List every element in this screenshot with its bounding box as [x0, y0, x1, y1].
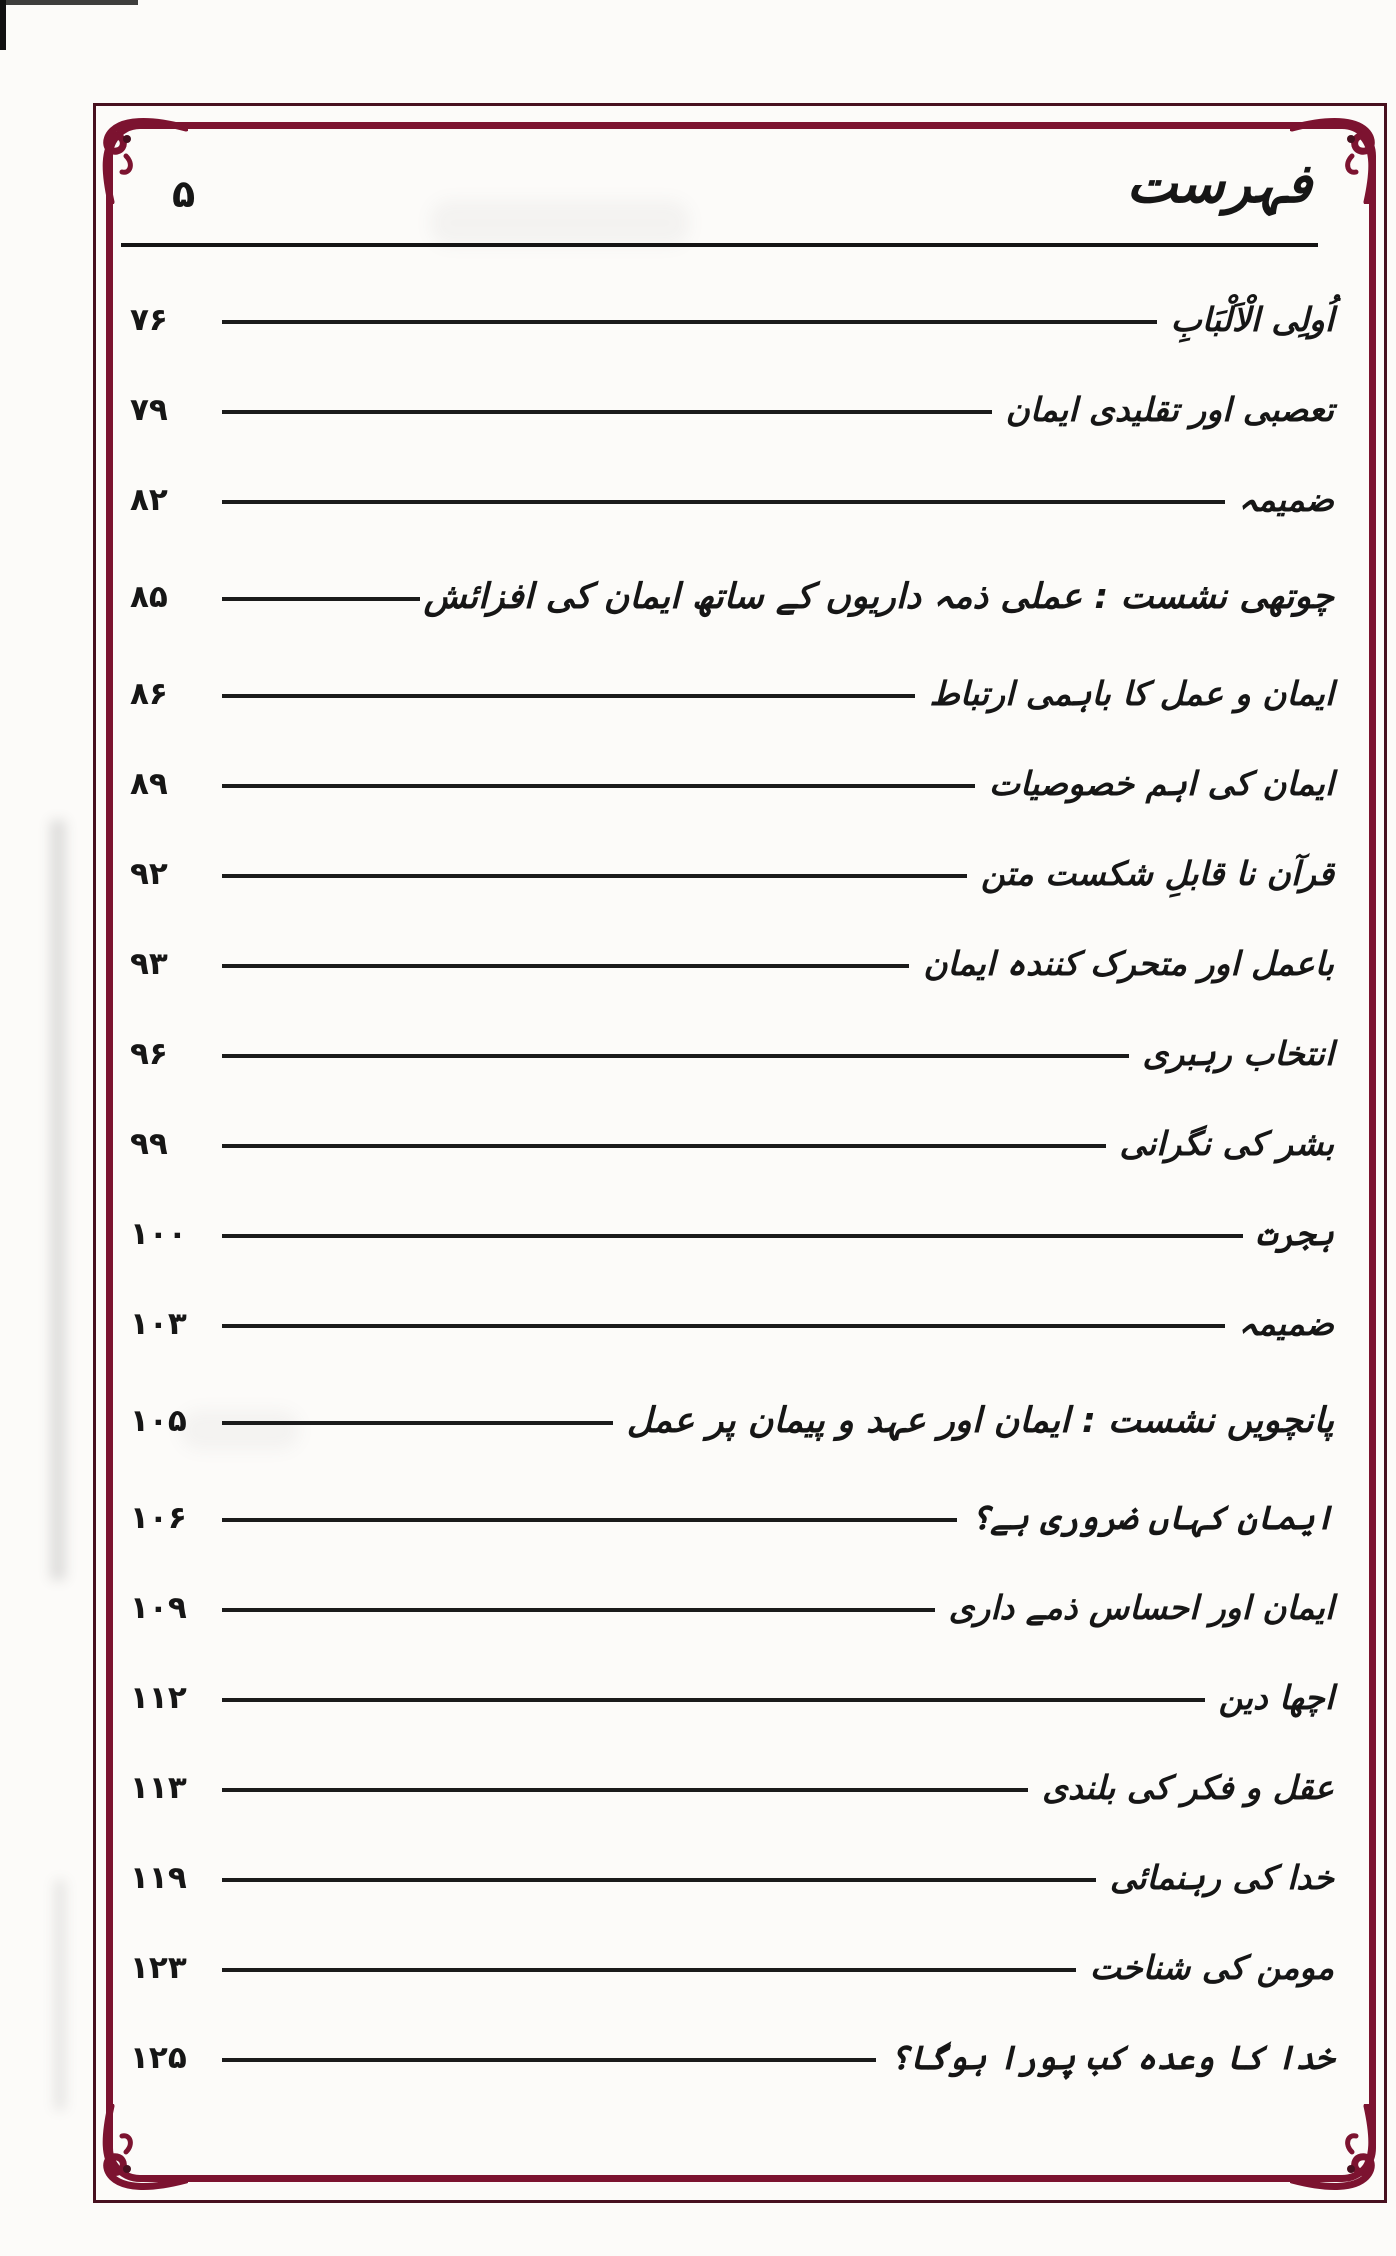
toc-entry — [130, 1099, 1334, 1189]
scan-artifact-smudge — [50, 820, 66, 1580]
toc-entry — [130, 1563, 1334, 1653]
toc-leader-line — [222, 784, 975, 788]
toc-leader-line — [222, 1234, 1243, 1238]
toc-leader-line — [222, 874, 967, 878]
toc-entry — [130, 1653, 1334, 1743]
toc-leader-line — [222, 1788, 1028, 1792]
toc-entry — [130, 649, 1334, 739]
toc-entry-page-number: ۱۰۶ — [130, 1500, 187, 1536]
scan-artifact-top-strip — [0, 0, 138, 5]
header-rule — [121, 243, 1318, 247]
toc-entry-page-number: ۹۹ — [130, 1126, 168, 1162]
toc-entry-page-number: ۸۹ — [130, 766, 168, 802]
toc-entry-title: ایمان و عمل کا باہمی ارتباط — [929, 673, 1334, 713]
toc-entry-page-number: ۸۶ — [130, 676, 168, 712]
toc-entry-title: چوتھی نشست : عملی ذمہ داریوں کے ساتھ ایمان کی افزائش — [423, 576, 1334, 617]
toc-entry-title: بشر کی نگرانی — [1119, 1123, 1334, 1163]
toc-leader-line — [222, 597, 420, 601]
toc-entry — [130, 739, 1334, 829]
toc-entry — [130, 1369, 1334, 1473]
toc-leader-line — [222, 320, 1157, 324]
toc-entry — [130, 1743, 1334, 1833]
toc-entry-title: پانچویں نشست : ایمان اور عہد و پیمان پر عمل — [626, 1400, 1334, 1441]
toc-entry-page-number: ۱۱۹ — [130, 1860, 187, 1896]
toc-entry-title: باعمل اور متحرک کنندہ ایمان — [923, 943, 1334, 983]
toc-entry-page-number: ۸۵ — [130, 579, 168, 615]
toc-entry-title: اُولِی الْاَلْبَابِ — [1170, 299, 1334, 339]
toc-entry-page-number: ۱۰۵ — [130, 1403, 187, 1439]
toc-entry — [130, 829, 1334, 919]
toc-entry-title: قرآن نا قابلِ شکست متن — [980, 853, 1334, 893]
toc-entry-page-number: ۷۹ — [130, 392, 168, 428]
scan-artifact-smudge — [54, 1880, 66, 2110]
toc-entry-title: ہجرت — [1256, 1213, 1334, 1253]
toc-leader-line — [222, 1144, 1106, 1148]
toc-leader-line — [222, 2058, 876, 2062]
toc-entry — [130, 455, 1334, 545]
toc-leader-line — [222, 500, 1225, 504]
toc-list — [130, 275, 1334, 2103]
toc-entry-title: ایمان کہاں ضروری ہے؟ — [970, 1497, 1334, 1537]
toc-leader-line — [222, 1324, 1225, 1328]
toc-leader-line — [222, 410, 992, 414]
toc-entry-title: ضمیمہ — [1238, 479, 1334, 519]
toc-entry-title: ضمیمہ — [1238, 1303, 1334, 1343]
toc-entry-page-number: ۱۲۵ — [130, 2040, 187, 2076]
toc-entry-title: خدا کا وعدہ کب پورا ہوگا؟ — [889, 2037, 1334, 2077]
toc-leader-line — [222, 1518, 957, 1522]
toc-entry-page-number: ۸۲ — [130, 482, 168, 518]
toc-entry-page-number: ۹۳ — [130, 946, 168, 982]
toc-leader-line — [222, 1968, 1076, 1972]
toc-leader-line — [222, 694, 915, 698]
scan-artifact-left-tick — [0, 0, 6, 50]
toc-leader-line — [222, 1698, 1205, 1702]
toc-entry — [130, 365, 1334, 455]
toc-leader-line — [222, 964, 909, 968]
toc-entry-title: خدا کی رہنمائی — [1109, 1857, 1334, 1897]
page-title: فہرست — [1126, 152, 1312, 215]
toc-entry-title: مومن کی شناخت — [1089, 1947, 1334, 1987]
toc-entry-title: انتخاب رہبری — [1142, 1033, 1334, 1073]
toc-entry — [130, 1833, 1334, 1923]
toc-entry-page-number: ۱۰۹ — [130, 1590, 187, 1626]
toc-entry — [130, 1189, 1334, 1279]
toc-entry — [130, 275, 1334, 365]
toc-leader-line — [222, 1421, 613, 1425]
page-number: ۵ — [172, 172, 196, 216]
toc-entry-title: اچھا دین — [1218, 1677, 1334, 1717]
toc-entry — [130, 1009, 1334, 1099]
toc-leader-line — [222, 1054, 1129, 1058]
toc-entry — [130, 1923, 1334, 2013]
toc-entry-page-number: ۱۰۰ — [130, 1216, 187, 1252]
toc-entry-page-number: ۹۶ — [130, 1036, 168, 1072]
toc-entry-title: تعصبی اور تقلیدی ایمان — [1005, 389, 1334, 429]
toc-entry-title: ایمان اور احساس ذمے داری — [948, 1587, 1334, 1627]
toc-entry-page-number: ۷۶ — [130, 302, 168, 338]
toc-entry-title: عقل و فکر کی بلندی — [1042, 1767, 1334, 1807]
toc-entry-page-number: ۹۲ — [130, 856, 168, 892]
toc-entry-page-number: ۱۱۳ — [130, 1770, 187, 1806]
toc-leader-line — [222, 1878, 1096, 1882]
toc-entry — [130, 545, 1334, 649]
toc-entry — [130, 2013, 1334, 2103]
toc-entry-page-number: ۱۰۳ — [130, 1306, 187, 1342]
toc-entry — [130, 1279, 1334, 1369]
toc-leader-line — [222, 1608, 935, 1612]
toc-entry-page-number: ۱۱۲ — [130, 1680, 187, 1716]
corner-ornament-bottom-right — [1290, 2104, 1382, 2196]
toc-entry-title: ایمان کی اہم خصوصیات — [988, 763, 1334, 803]
corner-ornament-bottom-left — [96, 2104, 188, 2196]
toc-entry — [130, 919, 1334, 1009]
toc-entry — [130, 1473, 1334, 1563]
toc-entry-page-number: ۱۲۳ — [130, 1950, 187, 1986]
